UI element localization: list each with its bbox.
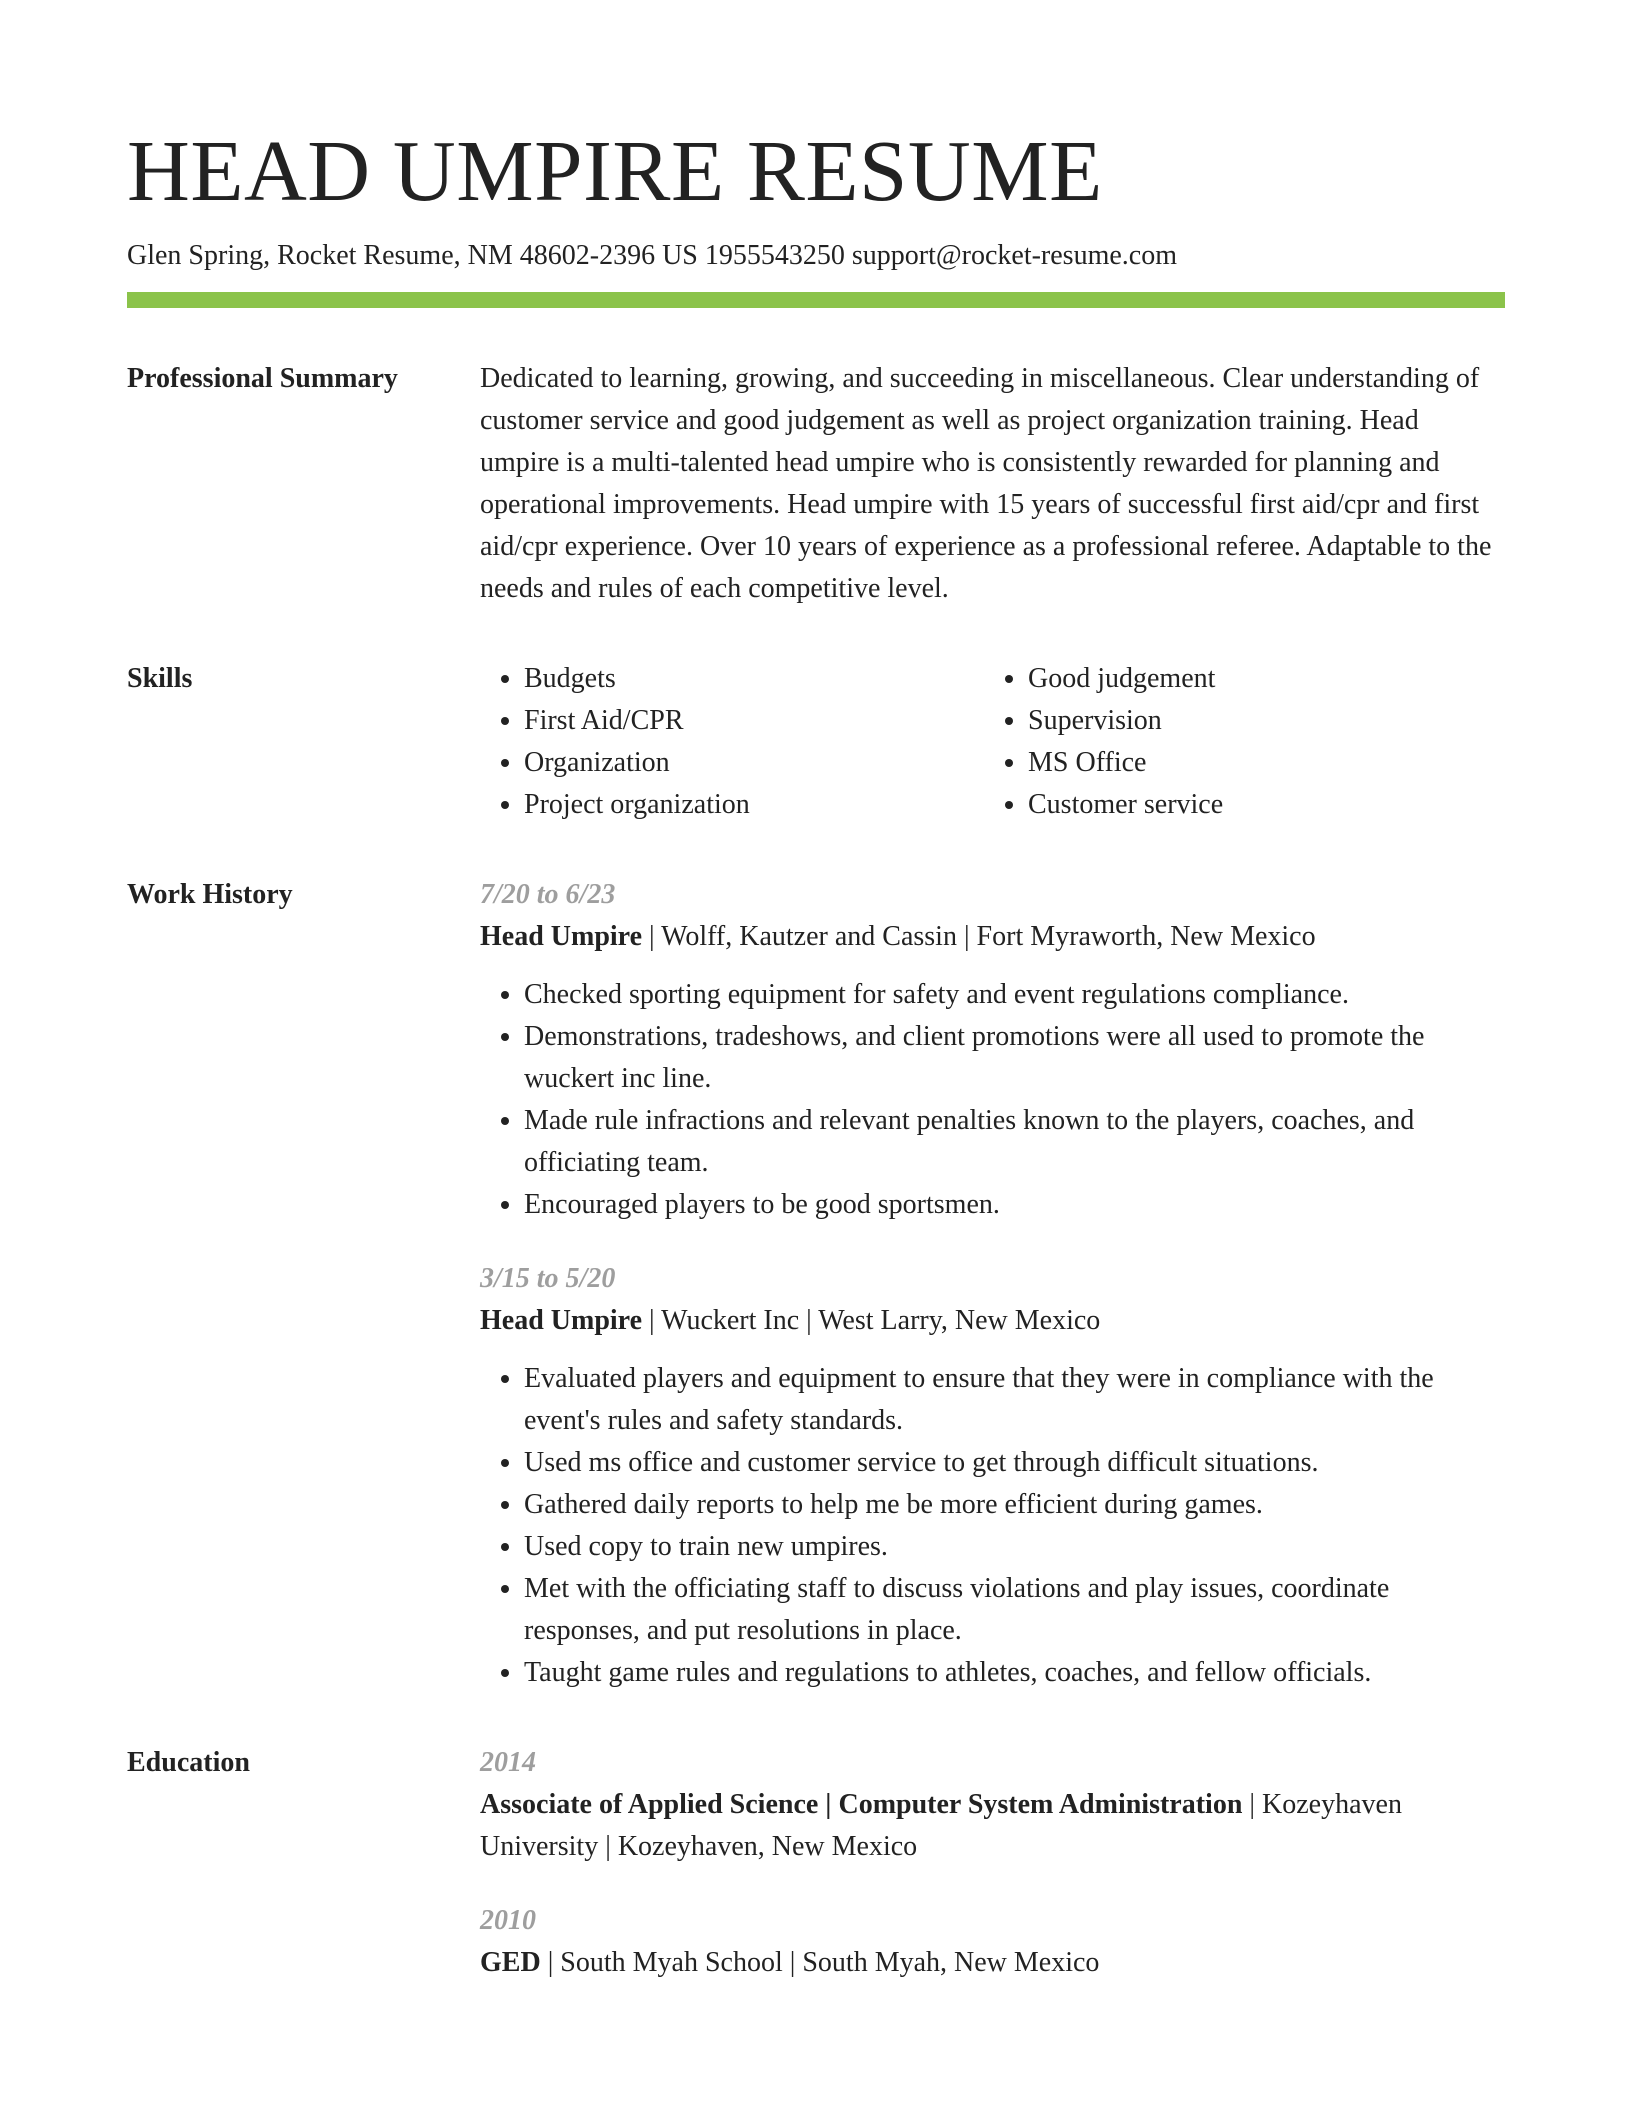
job-title: Head Umpire <box>480 1305 643 1336</box>
job-bullet: • Used copy to train new umpires. <box>524 1526 1505 1568</box>
job-dates: 3/15 to 5/20 <box>480 1263 616 1294</box>
job-heading <box>480 1300 1505 1342</box>
skills-list-left <box>480 658 984 826</box>
job-details: | Wolff, Kautzer and Cassin | Fort Myraworth, New Mexico <box>642 921 1316 952</box>
job-title: Head Umpire <box>480 921 643 952</box>
education-heading <box>480 1942 1505 1984</box>
skill-item: • Good judgement <box>1028 658 1488 700</box>
summary-text: Dedicated to learning, growing, and succeeding in miscellaneous. Clear understanding of customer service and good judgement as well as project organization training. Head umpire is a multi-talented head umpire who is consistently rewarded for planning and operational improvements. Head umpire with 15 years of successful first aid/cpr and first aid/cpr experience. Over 10 years of experience as a professional referee. Adaptable to the needs and rules of each competitive level. <box>480 363 1492 604</box>
education-degree: Associate of Applied Science | Computer System Administration <box>480 1789 1243 1820</box>
skills-body <box>480 658 1505 826</box>
job-entry <box>480 874 1505 1226</box>
skill-item: • Supervision <box>1028 700 1488 742</box>
education-label: Education <box>127 1747 250 1778</box>
work-history-section <box>127 874 1505 1694</box>
education-heading <box>480 1784 1505 1868</box>
education-details: | South Myah School | South Myah, New Mexico <box>540 1947 1100 1978</box>
work-history-body <box>480 874 1505 1694</box>
job-bullets <box>480 1358 1505 1694</box>
skill-item: • Customer service <box>1028 784 1488 826</box>
job-bullet: • Encouraged players to be good sportsmen. <box>524 1184 1505 1226</box>
education-entry <box>480 1742 1505 1868</box>
summary-section <box>127 358 1505 610</box>
education-details: | Kozeyhaven University | Kozeyhaven, New Mexico <box>480 1789 1402 1862</box>
job-heading <box>480 916 1505 958</box>
job-bullet: • Met with the officiating staff to discuss violations and play issues, coordinate responses, and put resolutions in place. <box>524 1568 1505 1652</box>
job-bullets <box>480 974 1505 1226</box>
job-entry <box>480 1258 1505 1694</box>
job-dates: 7/20 to 6/23 <box>480 879 616 910</box>
job-bullet: • Evaluated players and equipment to ensure that they were in compliance with the event's rules and safety standards. <box>524 1358 1505 1442</box>
job-bullet: • Demonstrations, tradeshows, and client promotions were all used to promote the wuckert inc line. <box>524 1016 1505 1100</box>
skill-item: • MS Office <box>1028 742 1488 784</box>
education-year: 2010 <box>480 1905 536 1936</box>
job-bullet: • Gathered daily reports to help me be more efficient during games. <box>524 1484 1505 1526</box>
skill-item: • First Aid/CPR <box>524 700 984 742</box>
job-bullet: • Made rule infractions and relevant penalties known to the players, coaches, and officiating team. <box>524 1100 1505 1184</box>
skill-item: • Organization <box>524 742 984 784</box>
education-body <box>480 1742 1505 1984</box>
contact-line: Glen Spring, Rocket Resume, NM 48602-2396 US 1955543250 support@rocket-resume.com <box>127 240 1177 271</box>
skills-label: Skills <box>127 663 193 694</box>
education-degree: GED <box>480 1947 541 1978</box>
resume-title: HEAD UMPIRE RESUME <box>127 122 1103 219</box>
skills-section <box>127 658 1505 826</box>
education-section <box>127 1742 1505 1984</box>
job-bullet: • Checked sporting equipment for safety and event regulations compliance. <box>524 974 1505 1016</box>
header-divider <box>127 292 1505 308</box>
resume-page <box>127 116 1505 1984</box>
job-bullet: • Used ms office and customer service to get through difficult situations. <box>524 1442 1505 1484</box>
job-details: | Wuckert Inc | West Larry, New Mexico <box>642 1305 1101 1336</box>
summary-label: Professional Summary <box>127 363 398 394</box>
summary-body <box>480 358 1505 610</box>
skill-item: • Budgets <box>524 658 984 700</box>
skill-item: • Project organization <box>524 784 984 826</box>
education-year: 2014 <box>480 1747 536 1778</box>
skills-list-right <box>984 658 1488 826</box>
education-entry <box>480 1900 1505 1984</box>
job-bullet: • Taught game rules and regulations to athletes, coaches, and fellow officials. <box>524 1652 1505 1694</box>
work-history-label: Work History <box>127 879 293 910</box>
